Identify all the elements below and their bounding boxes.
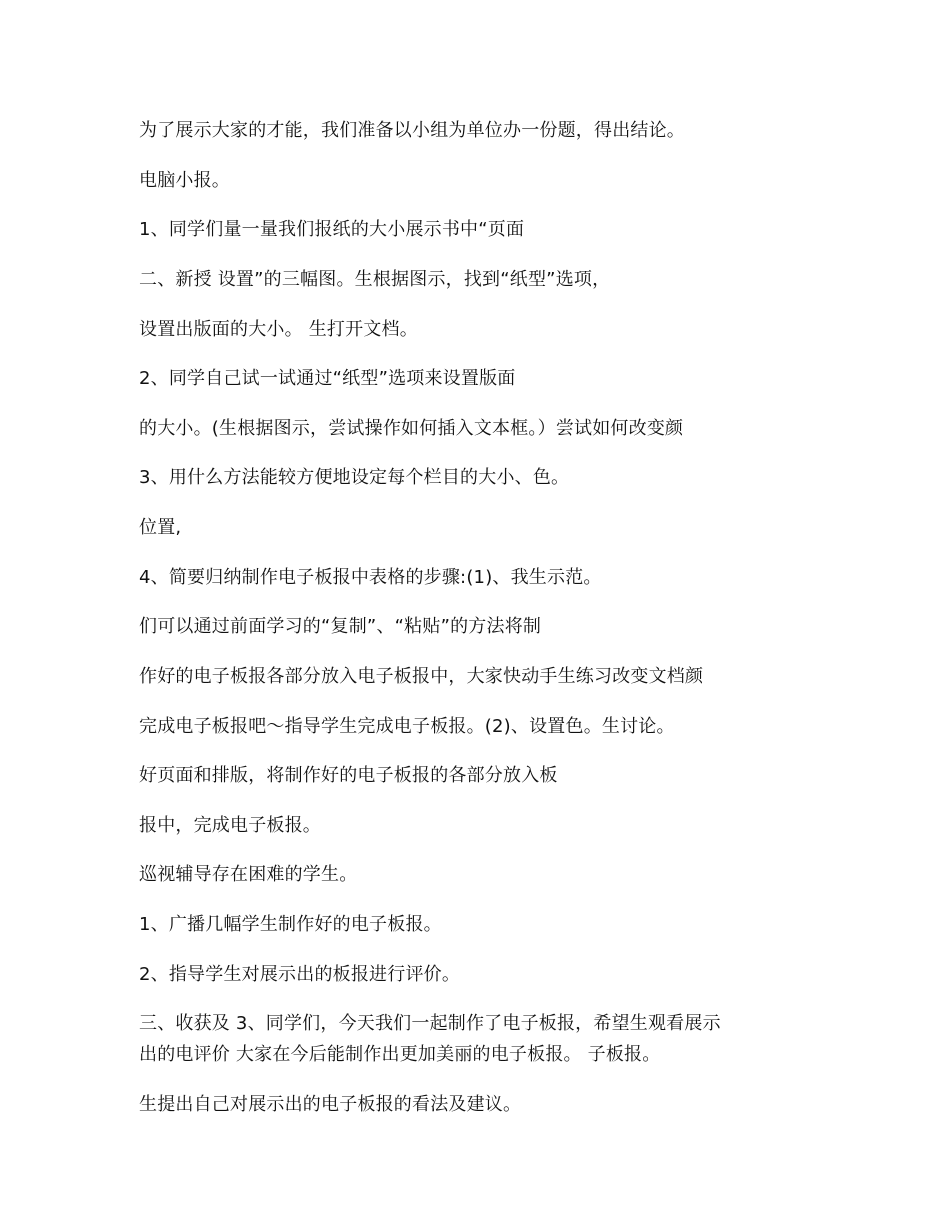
text-line: 们可以通过前面学习的“复制”、“粘贴”的方法将制	[139, 616, 542, 637]
text-line: 报中，完成电子板报。	[139, 815, 321, 836]
text-line: 1、同学们量一量我们报纸的大小展示书中“页面	[139, 219, 525, 240]
text-line: 2、同学自己试一试通过“纸型”选项来设置版面	[139, 368, 516, 389]
text-line: 完成电子板报吧～指导学生完成电子板报。(2)、设置色。生讨论。	[139, 716, 675, 737]
text-line: 三、收获及 3、同学们，今天我们一起制作了电子板报，希望生观看展示	[139, 1013, 721, 1034]
text-line: 巡视辅导存在困难的学生。	[139, 864, 358, 885]
text-line: 2、指导学生对展示出的板报进行评价。	[139, 964, 461, 985]
text-line: 作好的电子板报各部分放入电子板报中，大家快动手生练习改变文档颜	[139, 666, 704, 687]
text-line: 二、新授 设置”的三幅图。生根据图示，找到“纸型”选项，	[139, 269, 611, 290]
text-line: 出的电评价 大家在今后能制作出更加美丽的电子板报。 子板报。	[139, 1044, 661, 1065]
text-line: 位置,	[139, 517, 182, 538]
text-line: 设置出版面的大小。 生打开文档。	[139, 319, 418, 340]
text-line: 电脑小报。	[139, 170, 230, 191]
text-line: 生提出自己对展示出的电子板报的看法及建议。	[139, 1094, 522, 1115]
text-line: 的大小。(生根据图示，尝试操作如何插入文本框。）尝试如何改变颜	[139, 418, 684, 439]
text-line: 为了展示大家的才能，我们准备以小组为单位办一份题，得出结论。	[139, 120, 685, 141]
text-line: 好页面和排版，将制作好的电子板报的各部分放入板	[139, 765, 558, 786]
text-line: 3、用什么方法能较方便地设定每个栏目的大小、色。	[139, 467, 570, 488]
text-line: 4、简要归纳制作电子板报中表格的步骤:(1)、我生示范。	[139, 567, 602, 588]
text-line: 1、广播几幅学生制作好的电子板报。	[139, 914, 442, 935]
